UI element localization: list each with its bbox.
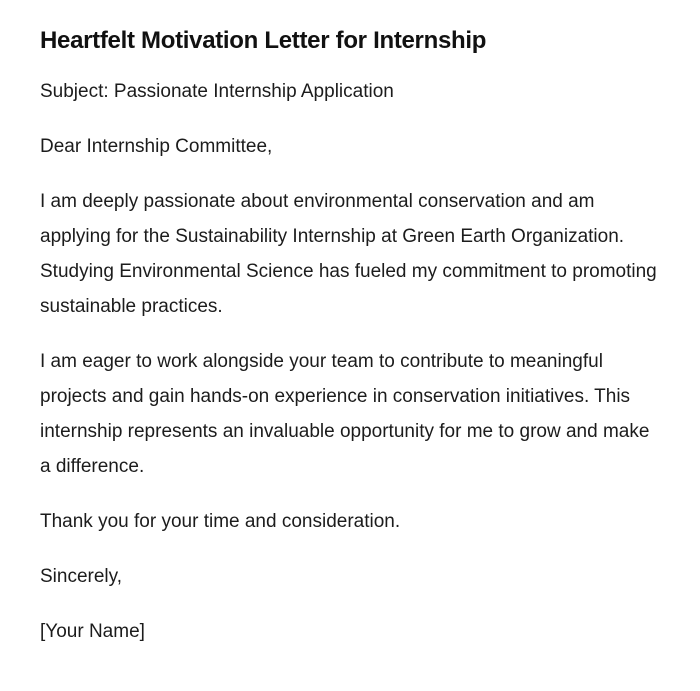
- letter-salutation: Dear Internship Committee,: [40, 136, 273, 157]
- letter-paragraph-1: I am deeply passionate about environmental conservation and am applying for the Sustainability Internship at Green Earth Organization. Studying Environmental Science has fueled my commitment to promoting sustainable practices.: [40, 191, 657, 317]
- letter-title: Heartfelt Motivation Letter for Internship: [40, 27, 487, 54]
- letter-subject: Subject: Passionate Internship Application: [40, 81, 394, 102]
- letter-closing: Sincerely,: [40, 566, 123, 587]
- letter-document: [40, 24, 660, 669]
- letter-thanks: Thank you for your time and consideration.: [40, 511, 401, 532]
- letter-signature: [Your Name]: [40, 621, 145, 642]
- letter-paragraph-2: I am eager to work alongside your team to contribute to meaningful projects and gain hands-on experience in conservation initiatives. This internship represents an invaluable opportunity for me to grow and make a difference.: [40, 351, 650, 477]
